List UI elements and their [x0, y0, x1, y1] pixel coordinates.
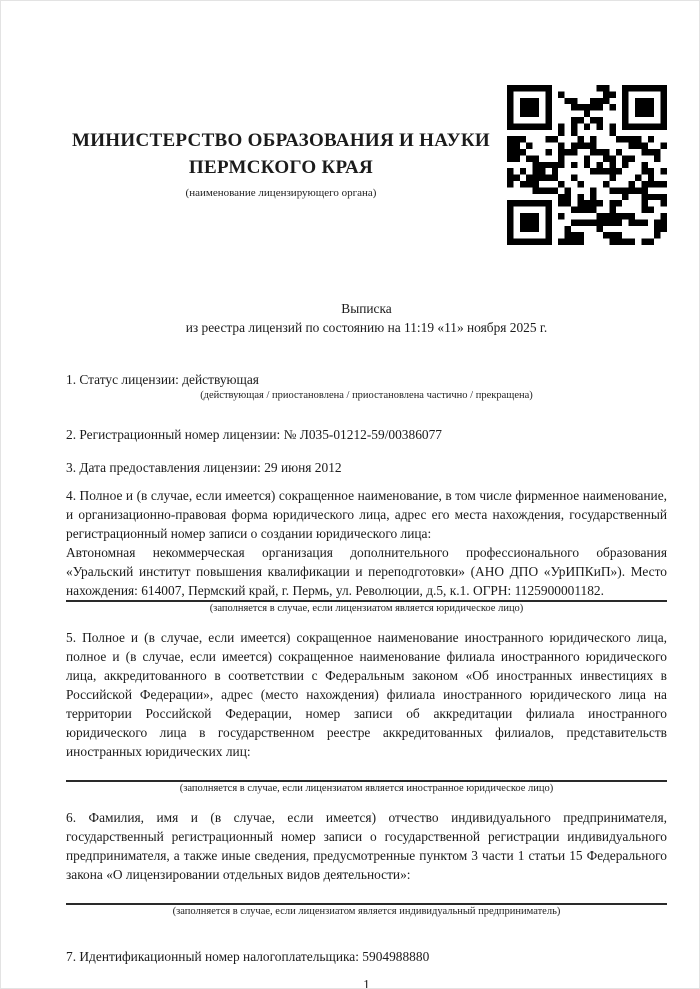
document-body	[66, 299, 667, 989]
title-line2: из реестра лицензий по состоянию на 11:19 «11» ноября 2025 г.	[185, 320, 548, 335]
authority-caption: (наименование лицензирующего органа)	[185, 187, 377, 199]
item-individual-entrepreneur-section	[66, 808, 667, 919]
item-registration-number: 2. Регистрационный номер лицензии: № Л035-01212-59/00386077	[66, 427, 442, 442]
item-legal-entity-value: Автономная некоммерческая организация дополнительного профессионального образования «Уральский институт повышения квалификации и переподготовки» (АНО ДПО «УрИПКиП»). Место нахождения: 614007, Пермский край, г. Пермь, ул. Революции, д.5, к.1. ОГРН: 1125900001182.	[66, 545, 667, 598]
item-individual-entrepreneur-caption: (заполняется в случае, если лицензиатом является индивидуальный предприниматель)	[172, 906, 561, 917]
qr-code-icon	[507, 85, 667, 245]
qr-code-image	[507, 85, 667, 245]
document-title	[66, 299, 667, 337]
item-grant-date: 3. Дата предоставления лицензии: 29 июня 2012	[66, 460, 342, 475]
item-license-status-caption: (действующая / приостановлена / приостановлена частично / прекращена)	[200, 390, 533, 401]
item-legal-entity-caption: (заполняется в случае, если лицензиатом является юридическое лицо)	[209, 603, 524, 614]
empty-value-line	[66, 761, 667, 780]
empty-value-line	[66, 884, 667, 903]
item-legal-entity-section	[66, 486, 667, 616]
authority-name-line1: МИНИСТЕРСТВО ОБРАЗОВАНИЯ И НАУКИ	[71, 130, 491, 151]
item-foreign-entity-caption: (заполняется в случае, если лицензиатом является иностранное юридическое лицо)	[179, 783, 554, 794]
item-legal-entity-label: 4. Полное и (в случае, если имеется) сокращенное наименование, в том числе фирменное наименование, и организационно-правовая форма юридического лица, адрес его места нахождения, государственный регистрационный номер записи о создании юридического лица:	[66, 488, 667, 541]
authority-name-line2: ПЕРМСКОГО КРАЯ	[188, 157, 374, 178]
item-taxpayer-id: 7. Идентификационный номер налогоплательщика: 5904988880	[66, 949, 430, 964]
item-individual-entrepreneur-label: 6. Фамилия, имя и (в случае, если имеется) отчество индивидуального предпринимателя, государственный регистрационный номер записи о государственной регистрации индивидуального предпринимателя, а также иные сведения, предусмотренные пунктом 3 части 1 статьи 15 Федерального закона «О лицензировании отдельных видов деятельности»:	[66, 810, 667, 882]
title-line1: Выписка	[341, 301, 392, 316]
page-number: 1	[363, 977, 370, 989]
item-license-status: 1. Статус лицензии: действующая	[66, 372, 259, 387]
item-foreign-entity-label: 5. Полное и (в случае, если имеется) сокращенное наименование иностранного юридического лица, полное и (в случае, если имеется) сокращенное наименование филиала иностранного юридического лица, аккредитованного в соответствии с Федеральным законом «Об иностранных инвестициях в Российской Федерации», адрес (место нахождения) филиала иностранного юридического лица на территории Российской Федерации, номер записи об аккредитации филиала иностранного юридического лица в государственном реестре аккредитованных филиалов, представительств иностранных юридических лиц:	[66, 630, 667, 759]
item-foreign-entity-section	[66, 628, 667, 796]
licensing-authority-header	[66, 127, 496, 200]
